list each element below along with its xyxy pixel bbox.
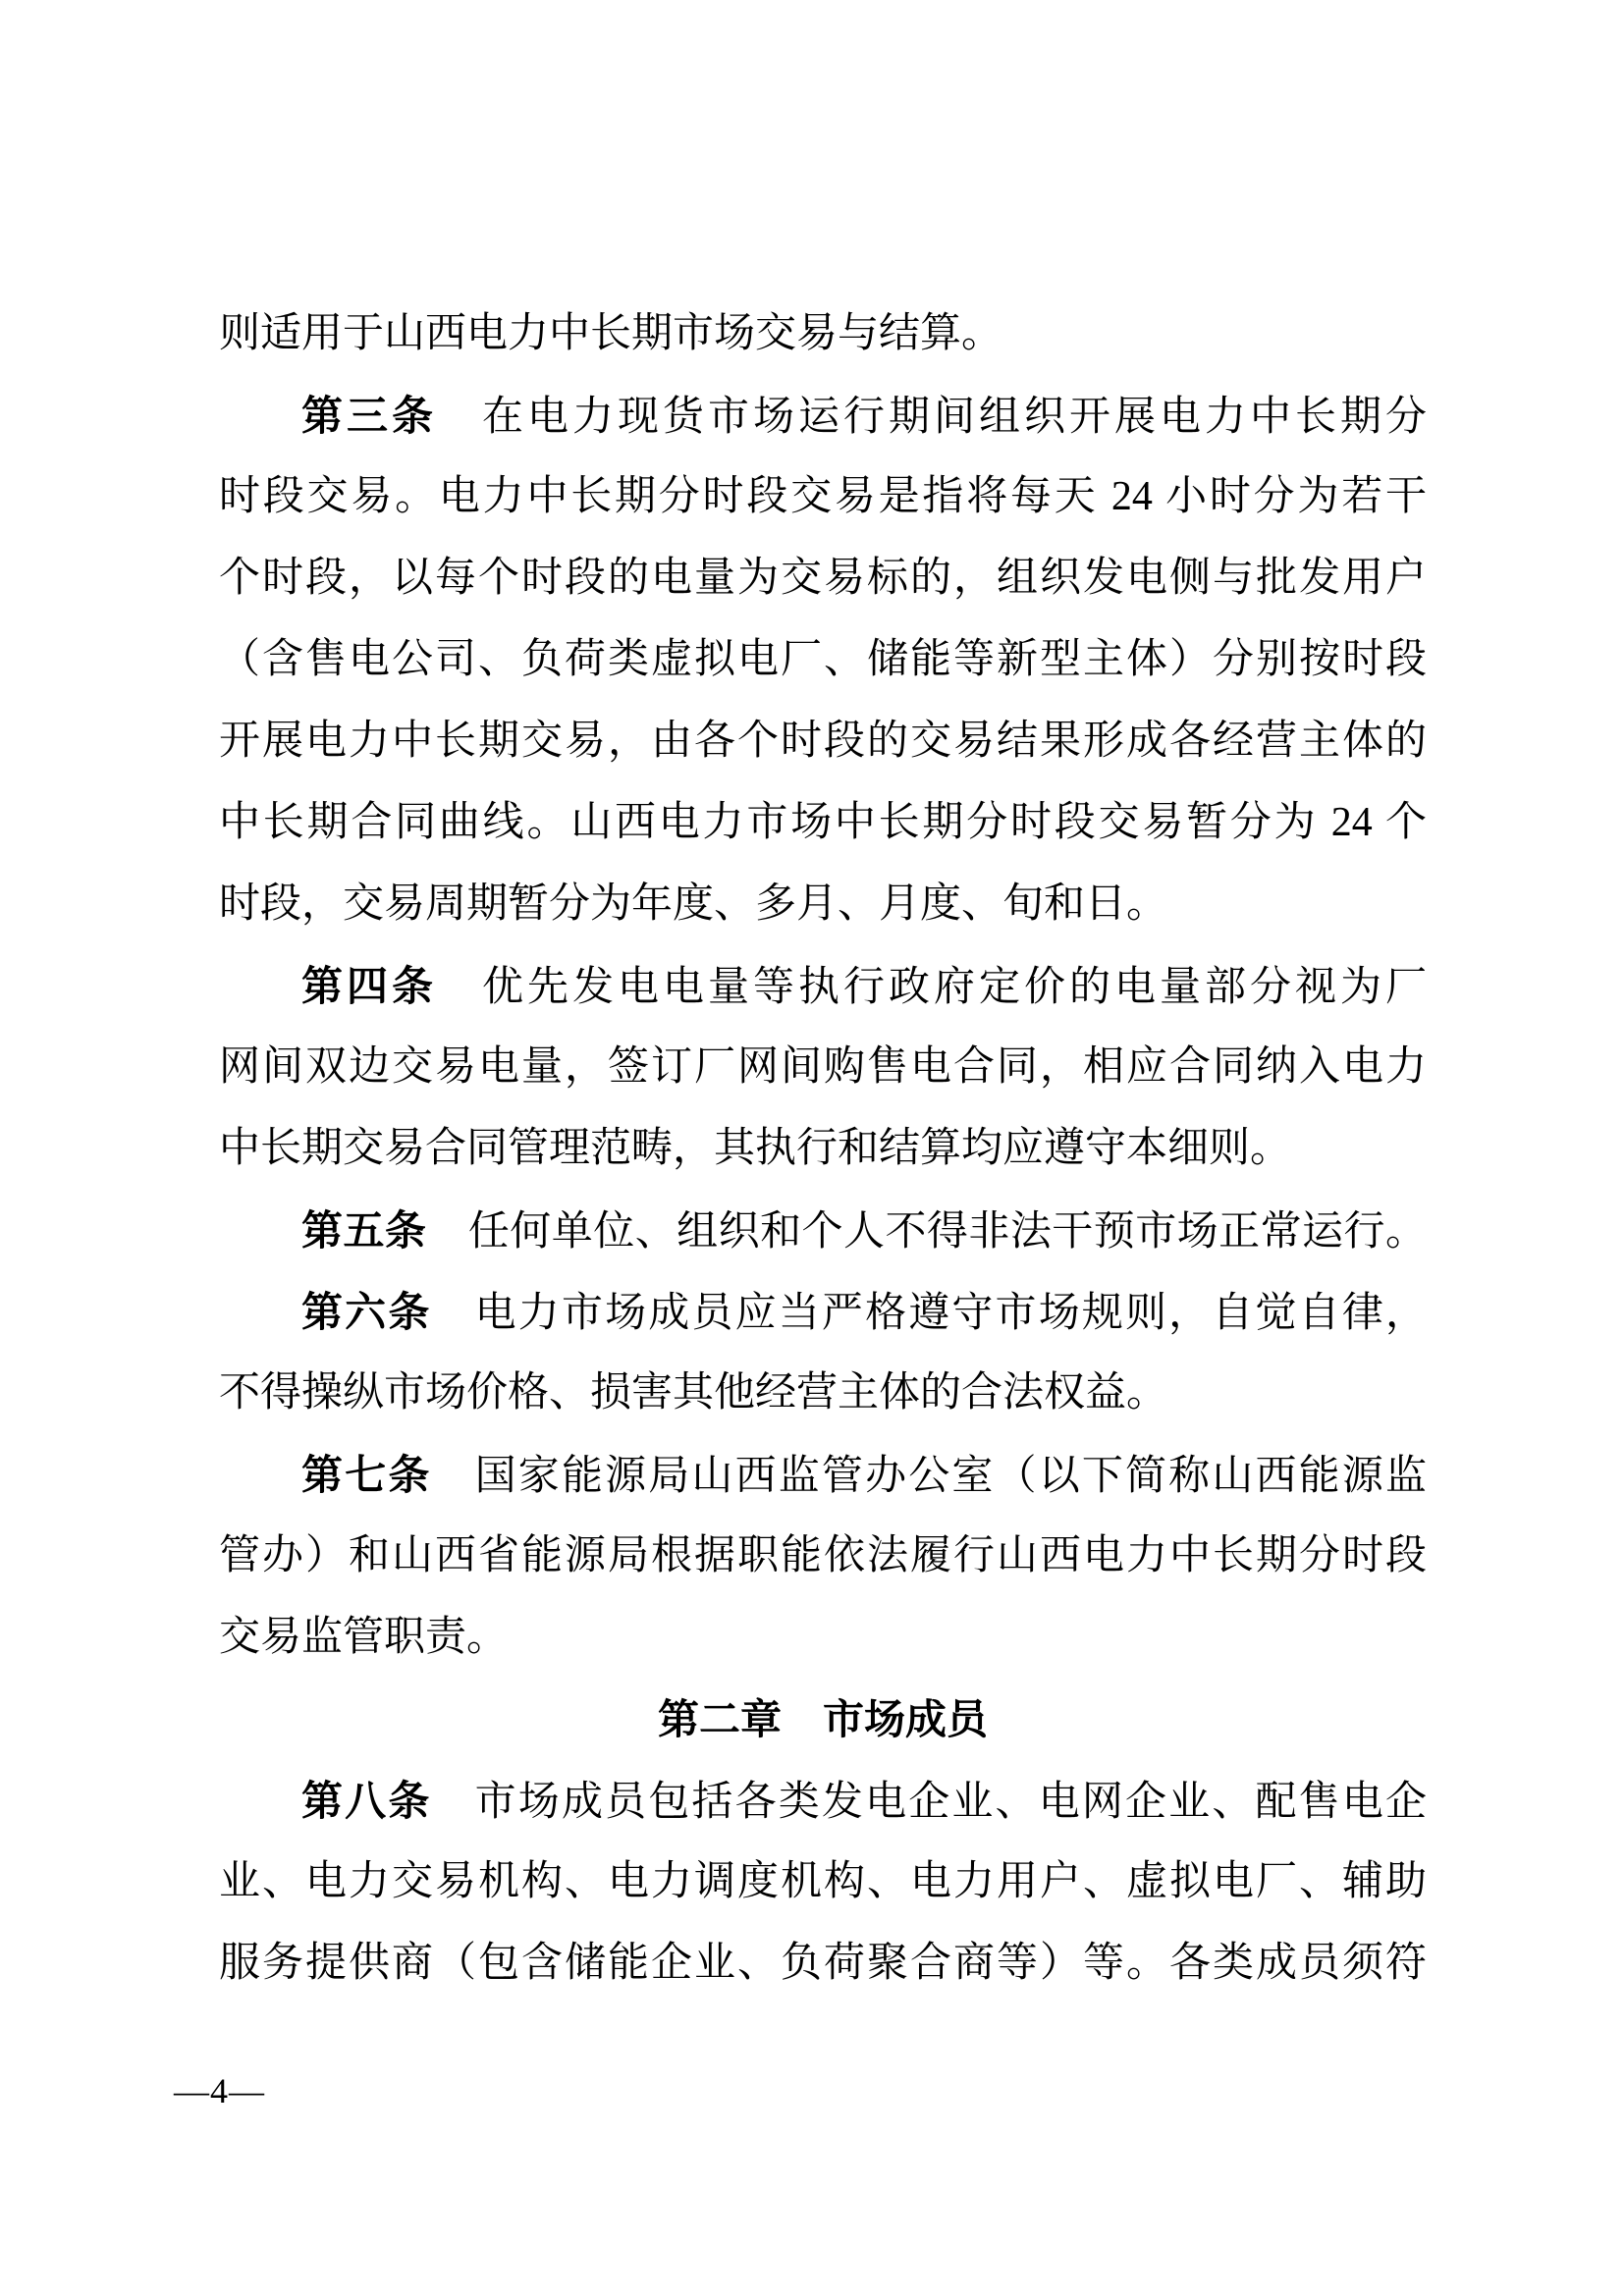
text-line [219,1434,1427,1516]
article-number: 第四条 [301,963,437,1009]
chapter-heading [219,1679,1427,1760]
text-line [219,782,1427,864]
text-line [219,1027,1427,1108]
text-run: 管办）和山西省能源局根据职能依法履行山西电力中长期分时段 [219,1533,1427,1578]
text-run: 则适用于山西电力中长期市场交易与结算。 [219,311,1003,356]
text-run: 中长期交易合同管理范畴，其执行和结算均应遵守本细则。 [219,1126,1292,1171]
text-run: 任何单位、组织和个人不得非法干预市场正常运行。 [426,1209,1427,1255]
text-line [219,945,1427,1027]
text-line [219,1923,1427,2004]
text-run: 个时段，以每个时段的电量为交易标的，组织发电侧与批发用户 [219,556,1427,601]
text-line [219,375,1427,456]
text-line [219,1353,1427,1434]
text-run: 时段，交易周期暂分为年度、多月、月度、旬和日。 [219,881,1168,927]
text-run: 服务提供商（包含储能企业、负荷聚合商等）等。各类成员须符 [219,1941,1427,1986]
text-run: 市场成员包括各类发电企业、电网企业、配售电企 [431,1780,1427,1825]
text-line [219,456,1427,538]
text-line [219,701,1427,782]
chapter-heading-text: 第二章 市场成员 [657,1696,988,1742]
text-line [219,538,1427,619]
text-run: （含售电公司、负荷类虚拟电厂、储能等新型主体）分别按时段 [219,637,1427,682]
text-line [219,864,1427,945]
text-run: 时段交易。电力中长期分时段交易是指将每天 24 小时分为若干 [219,474,1427,519]
text-run: 电力市场成员应当严格遵守市场规则，自觉自律， [431,1291,1427,1336]
document-body [219,294,1427,2004]
text-line [219,1760,1427,1842]
text-run: 网间双边交易电量，签订厂网间购售电合同，相应合同纳入电力 [219,1044,1427,1090]
text-run: 开展电力中长期交易，由各个时段的交易结果形成各经营主体的 [219,719,1427,764]
article-number: 第三条 [301,393,437,439]
text-line [219,1190,1427,1271]
text-line [219,1516,1427,1597]
page-number: —4— [174,2071,265,2110]
text-line [219,1842,1427,1923]
article-number: 第八条 [301,1778,432,1824]
text-run: 中长期合同曲线。山西电力市场中长期分时段交易暂分为 24 个 [219,800,1427,845]
text-run: 国家能源局山西监管办公室（以下简称山西能源监 [431,1454,1427,1499]
text-line [219,1597,1427,1679]
article-number: 第七条 [301,1452,432,1498]
text-line [219,1108,1427,1190]
text-run: 在电力现货市场运行期间组织开展电力中长期分 [437,395,1427,440]
text-run: 优先发电电量等执行政府定价的电量部分视为厂 [437,965,1427,1010]
text-line [219,619,1427,701]
text-run: 交易监管职责。 [219,1615,509,1660]
text-run: 业、电力交易机构、电力调度机构、电力用户、虚拟电厂、辅助 [219,1859,1427,1904]
text-line [219,1271,1427,1353]
text-line [219,294,1427,375]
article-number: 第五条 [301,1207,427,1254]
text-run: 不得操纵市场价格、损害其他经营主体的合法权益。 [219,1370,1168,1415]
article-number: 第六条 [301,1289,432,1335]
